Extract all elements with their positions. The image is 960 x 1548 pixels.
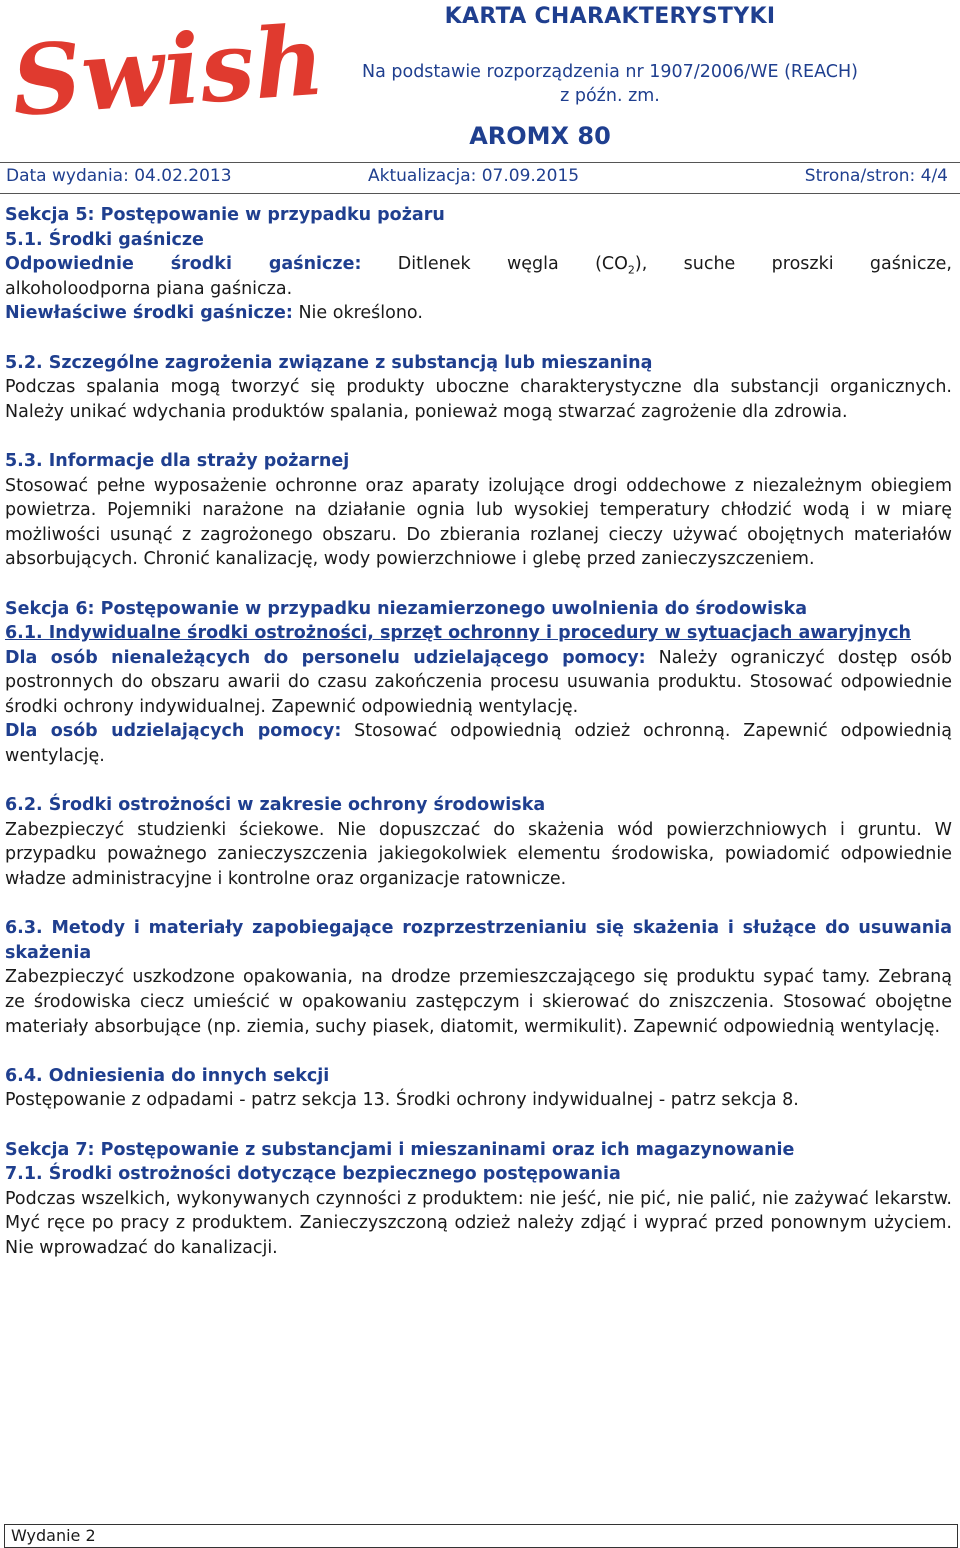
subsection-7-1-title: 7.1. Środki ostrożności dotyczące bezpiecznego postępowania [5, 1164, 621, 1185]
subsection-6-4-title: 6.4. Odniesienia do innych sekcji [5, 1065, 330, 1086]
subsection-7-1-text: Podczas wszelkich, wykonywanych czynności z produktem: nie jeść, nie pić, nie palić, nie zażywać lekarstw. Myć ręce po pracy z produktem. Zanieczyszczoną odzież należy zdjąć i wyprać przed ponownym użyciem. Nie wprowadzać do kanalizacji. [5, 1188, 952, 1258]
unsuitable-media-line [5, 301, 952, 326]
edition-label: Wydanie 2 [11, 1526, 96, 1545]
unsuitable-media-text: Nie określono. [298, 303, 423, 324]
section-5-title: Sekcja 5: Postępowanie w przypadku pożaru [5, 205, 445, 225]
subsection-5-3-title: 5.3. Informacje dla straży pożarnej [5, 450, 350, 471]
suitable-media-label: Odpowiednie środki gaśnicze: [5, 254, 362, 275]
document-title: KARTA CHARAKTERYSTYKI [444, 4, 776, 29]
nonstaff-paragraph [5, 646, 952, 720]
subsection-6-2-text: Zabezpieczyć studzienki ściekowe. Nie dopuszczać do skażenia wód powierzchniowych i gruntu. W przypadku poważnego zanieczyszczenia jakiegokolwiek elementu środowiska, powiadomić odpowiednie władze administracyjne i kontrolne oraz organizacje ratownicze. [5, 819, 952, 890]
footer [4, 1524, 958, 1548]
nonstaff-text: Należy ograniczyć dostęp osób postronnych do obszaru awarii do czasu zakończenia procesu usuwania produktu. Stosować odpowiednie środki ochrony indywidualnej. Zapewnić odpowiednią wentylację. [5, 647, 952, 717]
meta-bar [0, 162, 960, 194]
suitable-media-continuation: alkoholoodporna piana gaśnicza. [5, 278, 293, 299]
document-body [5, 203, 952, 1261]
unsuitable-media-label: Niewłaściwe środki gaśnicze: [5, 303, 293, 324]
subsection-6-3-title: 6.3. Metody i materiały zapobiegające rozprzestrzenianiu się skażenia i służące do usuwania skażenia [5, 918, 952, 963]
subsection-5-2-title: 5.2. Szczególne zagrożenia związane z substancją lub mieszaniną [5, 352, 653, 373]
subsection-6-2-title: 6.2. Środki ostrożności w zakresie ochrony środowiska [5, 795, 546, 816]
staff-paragraph [5, 719, 952, 768]
staff-label: Dla osób udzielających pomocy: [5, 721, 342, 742]
swish-logo [4, 3, 328, 144]
issue-date: Data wydania: 04.02.2013 [6, 166, 232, 186]
logo-text: Swish [8, 3, 328, 139]
subsection-6-1-title: 6.1. Indywidualne środki ostrożności, sprzęt ochronny i procedury w sytuacjach awaryjnych [5, 623, 911, 644]
suitable-media-line [5, 252, 952, 277]
regulation-line-1: Na podstawie rozporządzenia nr 1907/2006/WE (REACH) [362, 62, 858, 82]
suitable-media-text-a: Ditlenek węgla (CO [397, 254, 628, 275]
subsection-5-2-text: Podczas spalania mogą tworzyć się produkty uboczne charakterystyczne dla substancji organicznych. Należy unikać wdychania produktów spalania, ponieważ mogą stwarzać zagrożenie dla zdrowia. [5, 377, 952, 422]
regulation-line-2: z późn. zm. [560, 86, 660, 106]
regulation-line [300, 60, 920, 108]
subsection-5-1-title: 5.1. Środki gaśnicze [5, 229, 204, 250]
product-name: AROMX 80 [469, 122, 611, 150]
subsection-5-3-text: Stosować pełne wyposażenie ochronne oraz aparaty izolujące drogi oddechowe z niezależnym obiegiem powietrza. Pojemniki narażone na działanie ognia lub wysokiej temperatury chłodzić wodą i w miarę możliwości usunąć z zagrożonego obszaru. Do zbierania rozlanej cieczy używać obojętnych materiałów absorbujących. Chronić kanalizację, wody powierzchniowe i glebę przed zanieczyszczeniem. [5, 475, 952, 570]
subsection-6-3-text: Zabezpieczyć uszkodzone opakowania, na drodze przemieszczającego się produktu sypać tamy. Zebraną ze środowiska ciecz umieścić w opakowaniu zastępczym i skierować do zniszczenia. Stosować obojętne materiały absorbujące (np. ziemia, suchy piasek, diatomit, wermikulit). Zapewnić odpowiednią wentylację. [5, 967, 952, 1037]
nonstaff-label: Dla osób nienależących do personelu udzielającego pomocy: [5, 647, 646, 668]
section-7-title: Sekcja 7: Postępowanie z substancjami i mieszaninami oraz ich magazynowanie [5, 1139, 795, 1160]
suitable-media-text-b: ), suche proszki gaśnicze, [634, 254, 952, 275]
co2-subscript: 2 [627, 263, 635, 277]
update-date: Aktualizacja: 07.09.2015 [368, 166, 580, 186]
page-number: Strona/stron: 4/4 [804, 166, 948, 186]
section-6-title: Sekcja 6: Postępowanie w przypadku niezamierzonego uwolnienia do środowiska [5, 598, 808, 619]
staff-text: Stosować odpowiednią odzież ochronną. Zapewnić odpowiednią wentylację. [5, 721, 952, 767]
subsection-6-4-text: Postępowanie z odpadami - patrz sekcja 13. Środki ochrony indywidualnej - patrz sekcja 8. [5, 1090, 799, 1111]
